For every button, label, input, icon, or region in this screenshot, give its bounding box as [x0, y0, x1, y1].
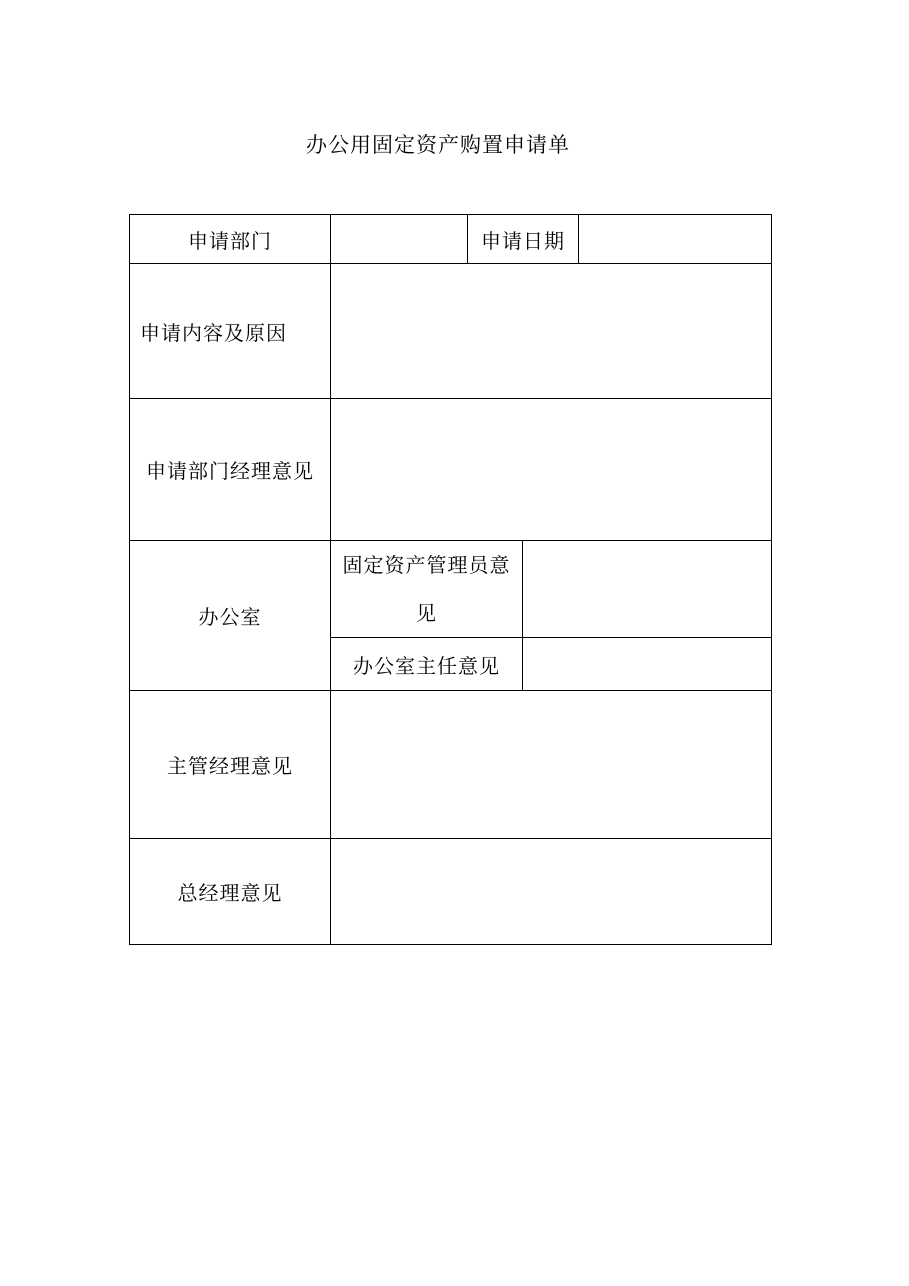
document-title: 办公用固定资产购置申请单 [306, 133, 570, 157]
apply-department-label: 申请部门 [130, 215, 331, 264]
application-form-table [129, 214, 772, 945]
dept-manager-opinion-label: 申请部门经理意见 [130, 399, 331, 541]
office-director-opinion-field[interactable] [523, 638, 772, 691]
supervisor-opinion-field[interactable] [331, 691, 772, 839]
form-row-supervisor-opinion [130, 691, 772, 839]
form-row-asset-admin-opinion [130, 541, 772, 638]
form-row-gm-opinion [130, 839, 772, 945]
office-label: 办公室 [130, 541, 331, 691]
asset-admin-opinion-field[interactable] [523, 541, 772, 638]
gm-opinion-field[interactable] [331, 839, 772, 945]
apply-date-field[interactable] [579, 215, 772, 264]
content-reason-field[interactable] [331, 264, 772, 399]
gm-opinion-label: 总经理意见 [130, 839, 331, 945]
form-row-content-reason [130, 264, 772, 399]
apply-date-label: 申请日期 [468, 215, 579, 264]
office-director-opinion-label: 办公室主任意见 [331, 638, 523, 691]
content-reason-label: 申请内容及原因 [130, 264, 331, 399]
apply-department-field[interactable] [331, 215, 468, 264]
form-row-department-date [130, 215, 772, 264]
supervisor-opinion-label: 主管经理意见 [130, 691, 331, 839]
dept-manager-opinion-field[interactable] [331, 399, 772, 541]
form-row-dept-manager-opinion [130, 399, 772, 541]
asset-admin-opinion-label: 固定资产管理员意见 [331, 541, 523, 638]
